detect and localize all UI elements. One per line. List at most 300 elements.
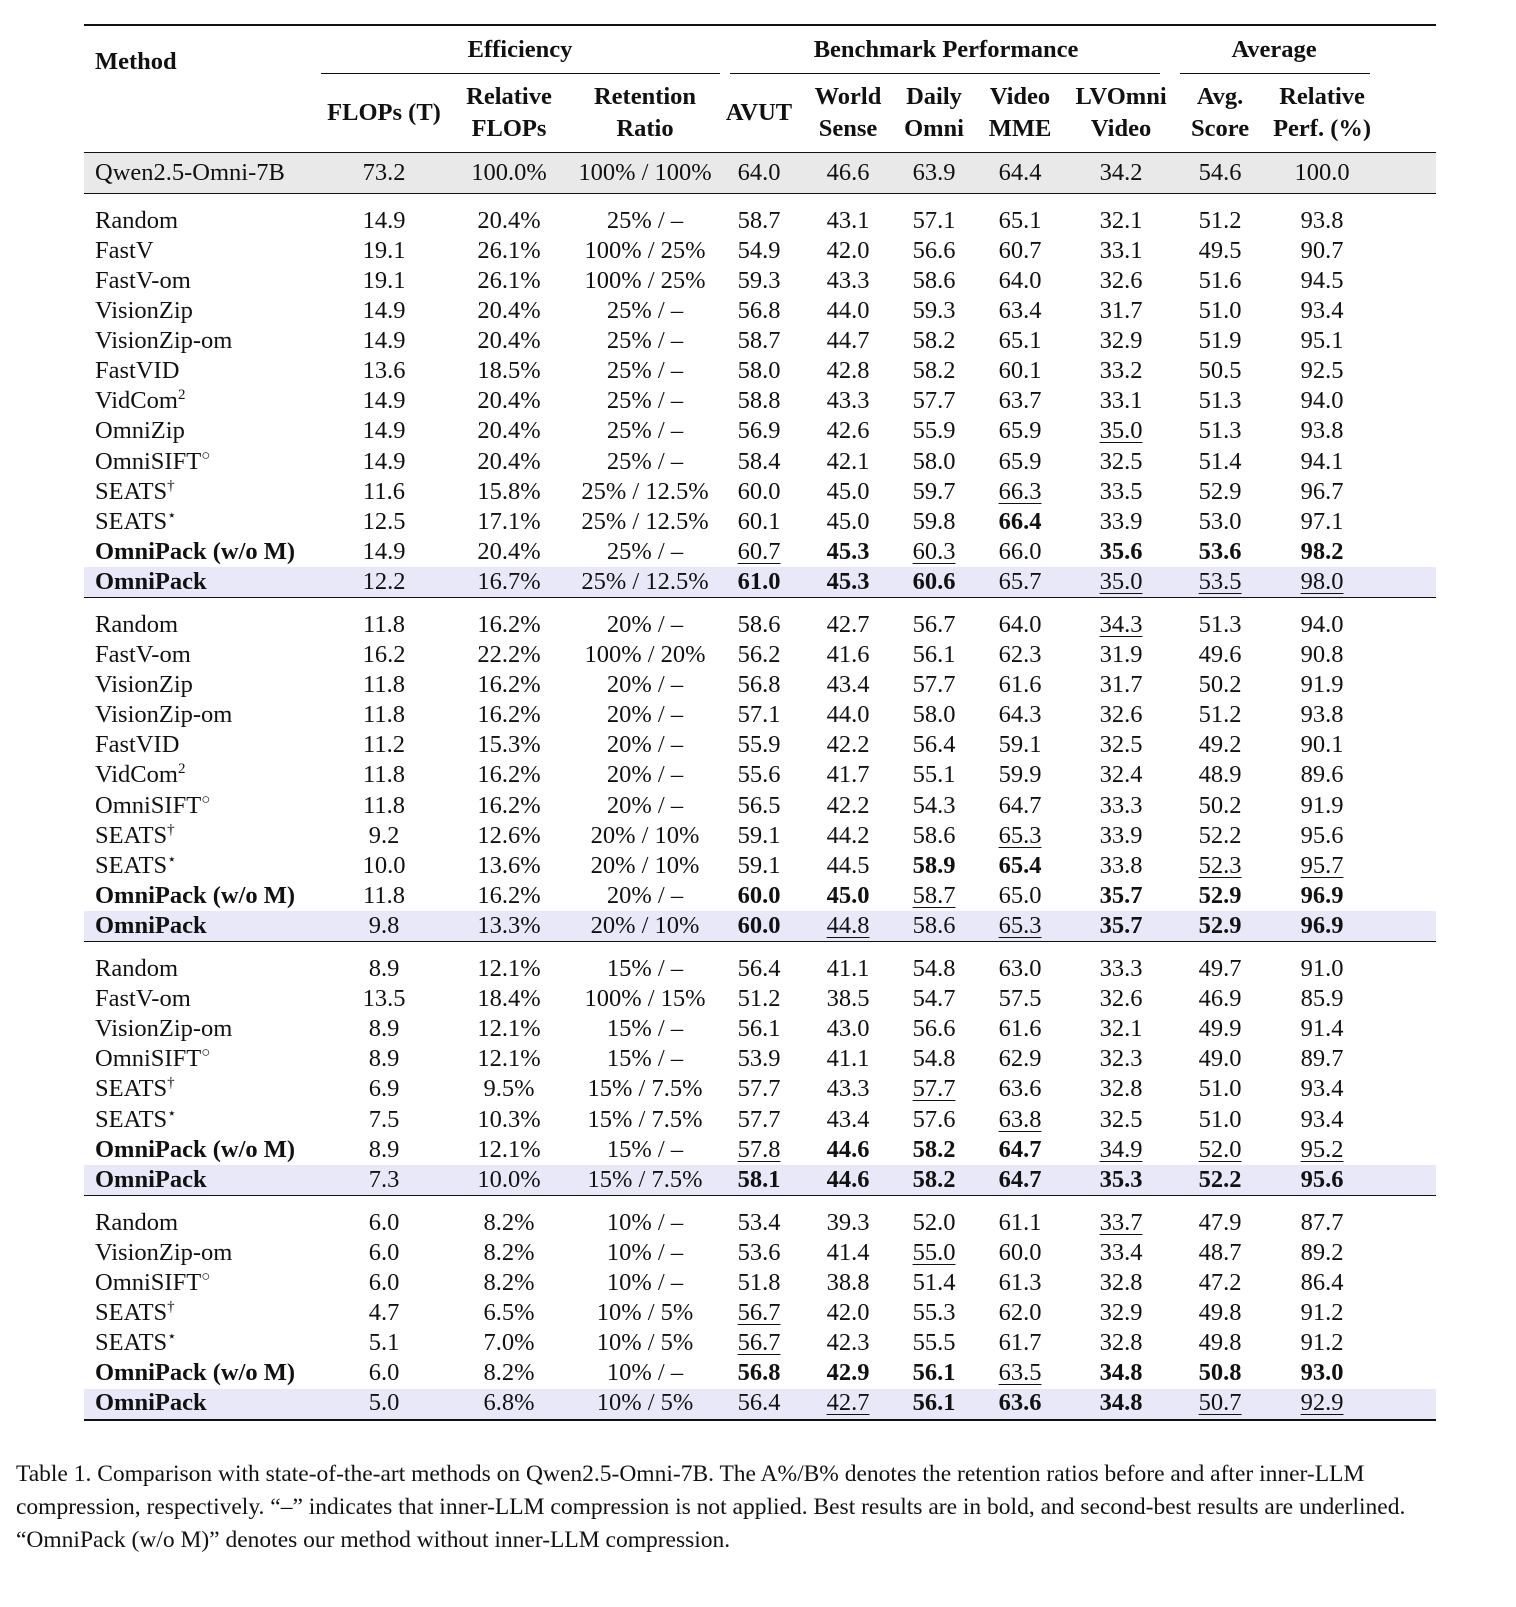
value-cell	[1070, 598, 1172, 641]
column-header-line: FLOPs (T)	[327, 99, 441, 126]
method-name: OmniPack (w/o M)	[95, 1359, 296, 1387]
value-cell	[570, 821, 720, 851]
value-cell	[720, 1298, 798, 1328]
cell-value: 49.9	[1198, 1015, 1242, 1043]
column-header-line: Sense	[818, 115, 878, 142]
value-cell: 100.0%	[448, 153, 570, 194]
value-cell	[1070, 1045, 1172, 1075]
cell-value: 54.9	[737, 236, 781, 264]
value-cell	[798, 851, 898, 881]
cell-value: 56.7	[737, 1299, 781, 1327]
method-name: OmniPack	[95, 1389, 207, 1417]
cell-value: 52.0	[1198, 1135, 1242, 1163]
cell-value: 16.2	[362, 641, 406, 669]
header-efficiency-label: Efficiency	[467, 35, 573, 63]
table-row	[84, 326, 1436, 356]
method-cell	[84, 507, 320, 537]
value-cell	[1268, 417, 1376, 447]
cell-value: 5.1	[368, 1329, 400, 1357]
cell-value: 32.3	[1099, 1045, 1143, 1073]
value-cell: 100% / 100%	[570, 153, 720, 194]
method-superscript: ⋆	[167, 507, 177, 524]
cell-value: 51.3	[1198, 417, 1242, 445]
table-row	[84, 1014, 1436, 1044]
value-cell	[1070, 640, 1172, 670]
value-cell	[1268, 1268, 1376, 1298]
cell-value: 11.8	[363, 701, 405, 729]
cell-value: 42.7	[826, 611, 870, 639]
value-cell	[1070, 236, 1172, 266]
value-cell	[1070, 881, 1172, 911]
value-cell	[898, 326, 970, 356]
value-cell	[1172, 387, 1268, 417]
cell-value: 20.4%	[477, 206, 541, 234]
cell-value: 56.4	[912, 731, 956, 759]
cell-value: 56.8	[737, 1359, 781, 1387]
header-method: Method	[84, 25, 320, 153]
value-cell	[720, 387, 798, 417]
cell-value: 58.1	[737, 1165, 781, 1193]
value-cell	[970, 1075, 1070, 1105]
value-cell	[570, 1358, 720, 1388]
value-cell	[798, 194, 898, 237]
cell-value: 42.0	[826, 1299, 870, 1327]
method-superscript: ⋆	[167, 1105, 177, 1122]
value-cell	[798, 236, 898, 266]
cell-value: 100% / 15%	[584, 985, 706, 1013]
value-cell	[720, 477, 798, 507]
method-cell	[84, 1165, 320, 1196]
cell-value: 43.0	[826, 1015, 870, 1043]
cell-value: 60.7	[737, 537, 781, 565]
value-cell	[570, 701, 720, 731]
method-name: Random	[95, 955, 179, 983]
value-cell	[1172, 1389, 1268, 1420]
value-cell	[448, 670, 570, 700]
cell-value: 20.4%	[477, 537, 541, 565]
cell-value: 61.7	[998, 1329, 1042, 1357]
cell-value: 49.2	[1198, 731, 1242, 759]
value-cell	[798, 356, 898, 386]
method-name: OmniPack (w/o M)	[95, 881, 296, 909]
value-cell	[1268, 851, 1376, 881]
cell-value: 20% / –	[606, 761, 684, 789]
value-cell	[898, 447, 970, 477]
column-header	[1172, 74, 1268, 153]
method-name: VisionZip-om	[95, 701, 233, 729]
value-cell	[448, 1268, 570, 1298]
value-cell	[970, 1165, 1070, 1196]
cell-value: 51.0	[1198, 1075, 1242, 1103]
cell-value: 59.1	[737, 851, 781, 879]
cell-value: 10% / –	[606, 1238, 684, 1266]
value-cell	[970, 731, 1070, 761]
table-row	[84, 761, 1436, 791]
value-cell	[448, 236, 570, 266]
cell-value: 59.1	[737, 821, 781, 849]
method-cell: Qwen2.5-Omni-7B	[84, 153, 320, 194]
value-cell	[970, 911, 1070, 942]
cell-value: 57.8	[737, 1135, 781, 1163]
value-cell	[898, 791, 970, 821]
value-cell	[1172, 1328, 1268, 1358]
value-cell	[720, 791, 798, 821]
cell-value: 34.8	[1099, 1389, 1143, 1417]
method-superscript: ○	[201, 1045, 211, 1062]
value-cell	[320, 1298, 448, 1328]
cell-value: 53.4	[737, 1208, 781, 1236]
cell-value: 20% / –	[606, 671, 684, 699]
value-cell	[798, 326, 898, 356]
value-cell	[798, 761, 898, 791]
value-cell	[798, 881, 898, 911]
value-cell	[720, 1014, 798, 1044]
value-cell	[320, 1045, 448, 1075]
value-cell	[1172, 670, 1268, 700]
value-cell	[1268, 640, 1376, 670]
value-cell	[798, 537, 898, 567]
cell-value: 33.5	[1099, 477, 1143, 505]
column-header-line: Relative	[1279, 83, 1365, 110]
cell-value: 32.9	[1099, 327, 1143, 355]
method-cell	[84, 194, 320, 237]
method-cell	[84, 1268, 320, 1298]
value-cell	[1070, 670, 1172, 700]
method-name: FastV-om	[95, 985, 191, 1013]
cell-value: 11.8	[363, 671, 405, 699]
cell-value: 25% / –	[606, 357, 684, 385]
cell-value: 65.0	[998, 881, 1042, 909]
header-efficiency	[320, 25, 720, 74]
value-cell	[720, 236, 798, 266]
cell-value: 51.2	[1198, 701, 1242, 729]
value-cell	[970, 1045, 1070, 1075]
value-cell	[898, 942, 970, 985]
column-header-line: MME	[988, 115, 1052, 142]
value-cell	[1268, 1045, 1376, 1075]
value-cell	[570, 296, 720, 326]
value-cell	[898, 670, 970, 700]
value-cell	[570, 537, 720, 567]
method-superscript: ○	[201, 791, 211, 808]
value-cell	[570, 640, 720, 670]
value-cell	[970, 881, 1070, 911]
value-cell	[970, 387, 1070, 417]
method-cell	[84, 1328, 320, 1358]
cell-value: 14.9	[362, 447, 406, 475]
cell-value: 64.0	[998, 611, 1042, 639]
cell-value: 10% / –	[606, 1359, 684, 1387]
value-cell	[1070, 1165, 1172, 1196]
cell-value: 60.0	[998, 1238, 1042, 1266]
value-cell	[1172, 984, 1268, 1014]
value-cell	[320, 1268, 448, 1298]
table-caption: Table 1. Comparison with state-of-the-art methods on Qwen2.5-Omni-7B. The A%/B% denotes the retention ratios before and after inner-LLM compression, respectively. “–” indicates that inner-LLM compression is not applied. Best results are in bold, and second-best results are underlined. “OmniPack (w/o M)” denotes our method without inner-LLM compression.	[16, 1461, 1406, 1553]
value-cell	[970, 598, 1070, 641]
cell-value: 10% / 5%	[596, 1299, 694, 1327]
value-cell	[798, 791, 898, 821]
cell-value: 52.0	[912, 1208, 956, 1236]
value-cell	[720, 326, 798, 356]
value-cell	[448, 821, 570, 851]
value-cell	[570, 1238, 720, 1268]
value-cell	[570, 387, 720, 417]
cell-value: 17.1%	[477, 507, 541, 535]
value-cell	[448, 761, 570, 791]
value-cell	[898, 417, 970, 447]
value-cell	[1172, 266, 1268, 296]
method-cell	[84, 1075, 320, 1105]
value-cell	[570, 911, 720, 942]
cell-value: 16.2%	[477, 761, 541, 789]
value-cell	[798, 477, 898, 507]
value-cell	[898, 731, 970, 761]
value-cell	[720, 194, 798, 237]
cell-value: 95.6	[1300, 1165, 1344, 1193]
cell-value: 49.7	[1198, 955, 1242, 983]
cell-value: 51.0	[1198, 1105, 1242, 1133]
cell-value: 13.6%	[477, 851, 541, 879]
cell-value: 6.5%	[483, 1299, 535, 1327]
table-row	[84, 640, 1436, 670]
cell-value: 32.8	[1099, 1075, 1143, 1103]
value-cell	[448, 1045, 570, 1075]
value-cell	[448, 537, 570, 567]
value-cell	[970, 942, 1070, 985]
method-cell	[84, 1196, 320, 1239]
method-cell	[84, 326, 320, 356]
value-cell	[1070, 1268, 1172, 1298]
value-cell	[320, 194, 448, 237]
cell-value: 42.2	[826, 731, 870, 759]
value-cell	[570, 236, 720, 266]
cell-value: 6.8%	[483, 1389, 535, 1417]
value-cell	[1172, 477, 1268, 507]
cell-value: 56.4	[737, 955, 781, 983]
value-cell	[1070, 984, 1172, 1014]
cell-value: 94.0	[1300, 387, 1344, 415]
cell-value: 56.8	[737, 297, 781, 325]
cell-value: 60.6	[912, 567, 956, 595]
method-cell	[84, 731, 320, 761]
value-cell	[720, 881, 798, 911]
cell-value: 41.1	[826, 955, 870, 983]
value-cell	[570, 1045, 720, 1075]
method-name: VidCom	[95, 761, 178, 789]
value-cell	[720, 1238, 798, 1268]
column-header	[448, 74, 570, 153]
cell-value: 15% / –	[606, 1135, 684, 1163]
value-cell	[570, 761, 720, 791]
method-name: OmniSIFT	[95, 447, 202, 475]
cell-value: 60.1	[998, 357, 1042, 385]
value-cell: 34.2	[1070, 153, 1172, 194]
cell-value: 41.4	[826, 1238, 870, 1266]
value-cell	[1070, 447, 1172, 477]
method-cell	[84, 1105, 320, 1135]
value-cell	[570, 507, 720, 537]
value-cell	[1070, 911, 1172, 942]
cell-value: 58.7	[737, 206, 781, 234]
value-cell	[570, 326, 720, 356]
cell-value: 59.9	[998, 761, 1042, 789]
value-cell	[898, 1075, 970, 1105]
cell-value: 52.9	[1198, 881, 1242, 909]
cell-value: 41.7	[826, 761, 870, 789]
column-header	[970, 74, 1070, 153]
cell-value: 19.1	[362, 236, 406, 264]
column-header-line: Retention	[593, 83, 697, 110]
cell-value: 58.0	[912, 447, 956, 475]
cell-value: 56.1	[912, 641, 956, 669]
cell-value: 42.2	[826, 791, 870, 819]
value-cell	[1268, 326, 1376, 356]
value-cell	[1268, 942, 1376, 985]
method-name: OmniPack	[95, 567, 207, 595]
value-cell	[570, 670, 720, 700]
value-cell	[448, 881, 570, 911]
cell-value: 42.6	[826, 417, 870, 445]
value-cell	[320, 1238, 448, 1268]
cell-value: 63.8	[998, 1105, 1042, 1133]
value-cell	[970, 1328, 1070, 1358]
cell-value: 8.2%	[483, 1238, 535, 1266]
cell-value: 8.9	[368, 1015, 400, 1043]
table-row	[84, 537, 1436, 567]
value-cell	[1268, 447, 1376, 477]
cell-value: 58.6	[912, 821, 956, 849]
value-cell: 73.2	[320, 153, 448, 194]
cell-value: 4.7	[368, 1299, 400, 1327]
table-row	[84, 984, 1436, 1014]
value-cell	[1172, 447, 1268, 477]
cell-value: 90.8	[1300, 641, 1344, 669]
table-row	[84, 567, 1436, 598]
method-cell	[84, 296, 320, 326]
value-cell	[1268, 731, 1376, 761]
cell-value: 50.5	[1198, 357, 1242, 385]
cell-value: 8.9	[368, 1135, 400, 1163]
method-name: SEATS	[95, 507, 168, 535]
value-cell	[570, 881, 720, 911]
value-cell	[798, 567, 898, 598]
value-cell	[1172, 537, 1268, 567]
cell-value: 20% / –	[606, 611, 684, 639]
value-cell	[320, 731, 448, 761]
value-cell	[320, 447, 448, 477]
cell-value: 49.8	[1198, 1299, 1242, 1327]
cell-value: 25% / 12.5%	[581, 507, 709, 535]
cell-value: 43.3	[826, 387, 870, 415]
value-cell	[448, 194, 570, 237]
value-cell	[898, 851, 970, 881]
cell-value: 44.0	[826, 701, 870, 729]
cell-value: 66.4	[998, 507, 1042, 535]
cell-value: 57.6	[912, 1105, 956, 1133]
value-cell	[448, 387, 570, 417]
cell-value: 32.1	[1099, 1015, 1143, 1043]
cell-value: 56.1	[912, 1359, 956, 1387]
cell-value: 25% / –	[606, 387, 684, 415]
cell-value: 53.6	[737, 1238, 781, 1266]
value-cell	[448, 1165, 570, 1196]
value-cell	[448, 1105, 570, 1135]
value-cell	[1070, 851, 1172, 881]
cell-value: 65.9	[998, 447, 1042, 475]
cell-value: 94.0	[1300, 611, 1344, 639]
method-cell	[84, 1358, 320, 1388]
cell-value: 95.2	[1300, 1135, 1344, 1163]
value-cell	[570, 1135, 720, 1165]
value-cell	[798, 701, 898, 731]
cell-value: 91.9	[1300, 791, 1344, 819]
value-cell	[1172, 1045, 1268, 1075]
value-cell	[720, 417, 798, 447]
value-cell	[970, 537, 1070, 567]
method-cell	[84, 1298, 320, 1328]
cell-value: 20% / 10%	[590, 851, 700, 879]
cell-value: 47.2	[1198, 1268, 1242, 1296]
value-cell	[970, 851, 1070, 881]
cell-value: 64.7	[998, 1165, 1042, 1193]
method-name: SEATS	[95, 477, 168, 505]
value-cell	[898, 701, 970, 731]
value-cell	[1268, 567, 1376, 598]
cell-value: 52.9	[1198, 477, 1242, 505]
cell-value: 44.8	[826, 911, 870, 939]
value-cell	[448, 1298, 570, 1328]
table-row	[84, 507, 1436, 537]
cell-value: 11.8	[363, 611, 405, 639]
method-name: VisionZip-om	[95, 1238, 233, 1266]
value-cell	[448, 911, 570, 942]
cell-value: 55.9	[912, 417, 956, 445]
cell-value: 63.4	[998, 297, 1042, 325]
cell-value: 20.4%	[477, 327, 541, 355]
column-header	[898, 74, 970, 153]
cell-value: 43.4	[826, 671, 870, 699]
value-cell	[1070, 296, 1172, 326]
value-cell	[970, 477, 1070, 507]
cell-value: 45.3	[826, 537, 870, 565]
table-row	[84, 1328, 1436, 1358]
value-cell	[720, 1075, 798, 1105]
value-cell	[448, 326, 570, 356]
value-cell	[1268, 537, 1376, 567]
value-cell	[798, 266, 898, 296]
value-cell	[1070, 1105, 1172, 1135]
cell-value: 53.0	[1198, 507, 1242, 535]
cell-value: 32.6	[1099, 701, 1143, 729]
cell-value: 57.7	[737, 1105, 781, 1133]
value-cell	[1070, 507, 1172, 537]
value-cell	[898, 387, 970, 417]
cell-value: 6.0	[368, 1268, 400, 1296]
value-cell	[320, 326, 448, 356]
cell-value: 35.3	[1099, 1165, 1143, 1193]
value-cell	[1268, 1389, 1376, 1420]
value-cell	[1172, 1075, 1268, 1105]
cell-value: 59.3	[737, 266, 781, 294]
column-header-line: Video	[1090, 115, 1152, 142]
cell-value: 50.8	[1198, 1359, 1242, 1387]
value-cell	[320, 598, 448, 641]
cell-value: 20% / –	[606, 701, 684, 729]
value-cell	[898, 1268, 970, 1298]
cell-value: 51.6	[1198, 266, 1242, 294]
value-cell	[798, 507, 898, 537]
value-cell	[1172, 640, 1268, 670]
